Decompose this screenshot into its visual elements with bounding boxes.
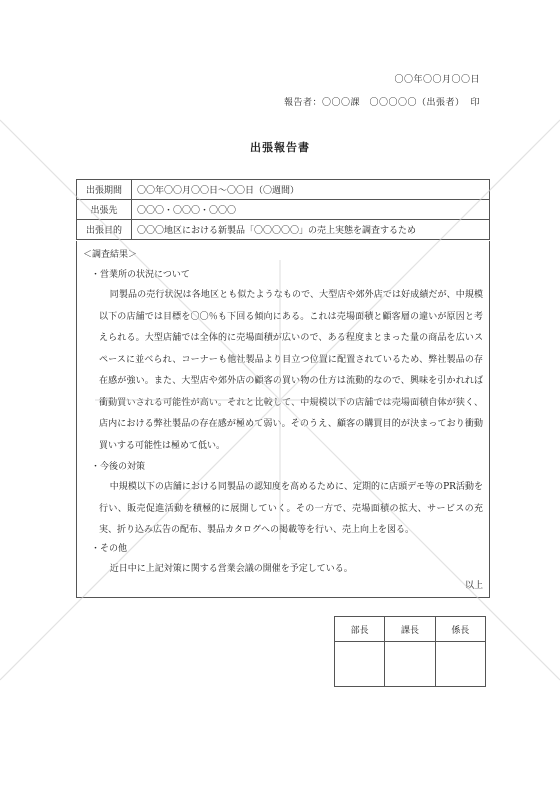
paragraph: 同製品の売行状況は各地区とも似たようなもので、大型店や郊外店では好成績だが、中規模以下の店舗では目標を〇〇％も下回る傾向にある。これは売場面積と顧客層の違いが原因と考えられる。大型店舗では全体的に売場面積が広いので、ある程度まとまった量の商品を広いスペースに並べられ、コーナーも他社製品より目立つ位置に配置されているため、弊社製品の存在感が強い。また、大型店や郊外店の顧客の買い物の仕方は流動的なので、興味を引かれれば衝動買いされる可能性が高い。それと比較して、中規模以下の店舗では売場面積自体が狭く、店内における弊社製品の存在感が極めて弱い。そのうえ、顧客の購買目的が決まっており衝動買いする可能性は極めて低い。 <box>99 290 483 451</box>
destination-value: 〇〇〇・〇〇〇・〇〇〇 <box>132 200 490 220</box>
results-heading: ＜調査結果＞ <box>83 250 138 260</box>
purpose-label: 出張目的 <box>77 220 132 240</box>
table-row <box>77 180 490 200</box>
survey-results-box <box>76 241 490 598</box>
document-title: 出張報告書 <box>250 141 310 154</box>
table-row <box>335 617 486 642</box>
closing-mark: 以上 <box>464 581 483 591</box>
stamp-cell <box>385 642 435 687</box>
destination-label: 出張先 <box>77 200 132 220</box>
table-row <box>77 220 490 240</box>
approval-stamp-table <box>334 616 486 687</box>
approver-subsection-chief: 係長 <box>435 617 485 642</box>
stamp-cell <box>435 642 485 687</box>
paragraph: 近日中に上記対策に関する営業会議の開催を予定している。 <box>109 564 353 574</box>
purpose-value: 〇〇〇地区における新製品「〇〇〇〇〇」の売上実態を調査するため <box>132 220 490 240</box>
section-body-other <box>99 559 483 581</box>
report-date: 〇〇年〇〇月〇〇日 <box>394 75 480 85</box>
trip-period-value: 〇〇年〇〇月〇〇日〜〇〇日（〇週間） <box>132 180 490 200</box>
seal-mark: 印 <box>470 98 480 108</box>
trip-info-table <box>76 179 490 240</box>
approver-section-chief: 課長 <box>385 617 435 642</box>
approver-department-head: 部長 <box>335 617 385 642</box>
section-title-other: ・その他 <box>91 544 128 554</box>
reporter-line <box>278 95 480 108</box>
table-row <box>77 200 490 220</box>
paragraph: 中規模以下の店舗における同製品の認知度を高めるために、定期的に店頭デモ等のPR活動を行い、販売促進活動を積極的に展開していく。その一方で、売場面積の拡大、サービスの充実、折り込み広告の配布、製品カタログへの掲載等を行い、売上向上を図る。 <box>99 482 483 535</box>
section-body-countermeasures <box>99 477 483 542</box>
stamp-cell <box>335 642 385 687</box>
section-body-sales-office <box>99 285 483 457</box>
section-title-sales-office: ・営業所の状況について <box>91 270 190 280</box>
trip-period-label: 出張期間 <box>77 180 132 200</box>
section-title-countermeasures: ・今後の対策 <box>91 462 146 472</box>
table-row <box>335 642 486 687</box>
reporter-label: 報告者：〇〇〇課 〇〇〇〇〇（出張者） <box>283 98 465 108</box>
